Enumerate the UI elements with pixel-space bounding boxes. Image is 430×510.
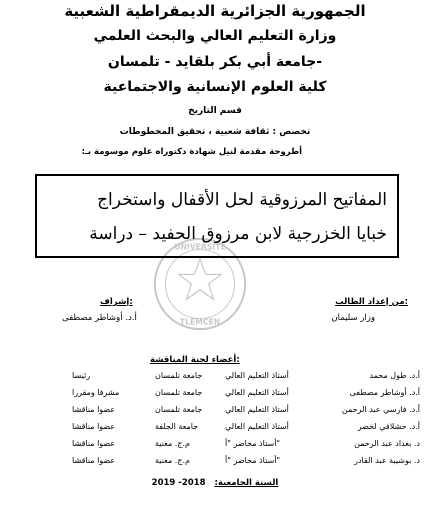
seal-text-top: UNIVERSITE [174, 242, 226, 252]
jury-member-rank: أستاذ التعليم العالي [225, 422, 289, 431]
jury-member-university: م.ج. مغنية [155, 456, 191, 465]
jury-member-role: عضوا مناقشا [72, 405, 116, 414]
jury-member-university: جامعة تلمسان [155, 405, 203, 414]
jury-member-rank: أستاذ التعليم العالي [225, 371, 289, 380]
academic-year-label: السنة الجامعية: [214, 478, 279, 488]
supervisor-label: إشراف: [100, 297, 133, 307]
jury-member-role: عضوا مناقشا [72, 456, 116, 465]
student-name: وزار سليمان [331, 313, 375, 323]
university-seal-watermark [152, 236, 248, 332]
jury-member-name: أ.د. طول محمد [369, 371, 420, 380]
jury-member-role: مشرفا ومقررا [72, 388, 120, 397]
jury-member-rank: أستاذ محاضر "أ" [225, 456, 281, 465]
jury-row [0, 439, 430, 456]
jury-member-role: رئيسا [72, 371, 91, 380]
jury-member-rank: أستاذ التعليم العالي [225, 405, 289, 414]
jury-member-rank: أستاذ التعليم العالي [225, 388, 289, 397]
jury-member-role: عضوا مناقشا [72, 439, 116, 448]
jury-member-university: جامعة تلمسان [155, 388, 203, 397]
jury-member-university: م.ج. مغنية [155, 439, 191, 448]
jury-member-name: أ.د. أوشاطر مصطفى [349, 388, 420, 397]
jury-member-name: د. بغداد عبد الرحمن [354, 439, 420, 448]
jury-member-university: جامعة تلمسان [155, 371, 203, 380]
jury-member-rank: أستاذ محاضر "أ" [225, 439, 281, 448]
thesis-title-line-2: خبايا الخزرجية لابن مرزوق الحفيد – دراسة [89, 224, 387, 244]
thesis-note: أطروحة مقدمة لنيل شهادة دكتوراه علوم موسومة بـ: [81, 147, 302, 157]
jury-row [0, 422, 430, 439]
jury-row [0, 456, 430, 473]
specialty-label: تخصص : ثقافة شعبية ، تحقيق المخطوطات [119, 127, 311, 137]
academic-year [0, 478, 430, 488]
jury-member-name: أ.د. حشلافي لخضر [357, 422, 420, 431]
department-label: قسم التاريخ [188, 106, 242, 116]
ministry-header: وزارة التعليم العالي والبحث العلمي [93, 28, 337, 44]
faculty-header: كلية العلوم الإنسانية والاجتماعية [103, 79, 327, 95]
academic-year-value: 2018- 2019 [151, 478, 206, 488]
university-header: جامعة أبي بكر بلقايد - تلمسان- [107, 54, 323, 70]
jury-member-role: عضوا مناقشا [72, 422, 116, 431]
student-label: من إعداد الطالب: [335, 297, 408, 307]
republic-header: الجمهورية الجزائرية الديمقراطية الشعبية [64, 2, 366, 20]
thesis-title-line-1: المفاتيح المرزوقية لحل الأقفال واستخراج [97, 190, 387, 210]
jury-title: أعضاء لجنة المناقشة: [150, 355, 240, 365]
jury-row [0, 405, 430, 422]
jury-member-name: أ.د. فارسي عبد الرحمن [341, 405, 420, 414]
jury-row [0, 388, 430, 405]
seal-text-bottom: TLEMCEN [179, 317, 221, 327]
jury-member-name: د. بوشيبة عبد القادر [354, 456, 420, 465]
jury-member-university: جامعة الجلفة [155, 422, 199, 431]
supervisor-name: أ.د. أوشاطر مصطفى [62, 313, 137, 323]
jury-row [0, 371, 430, 388]
